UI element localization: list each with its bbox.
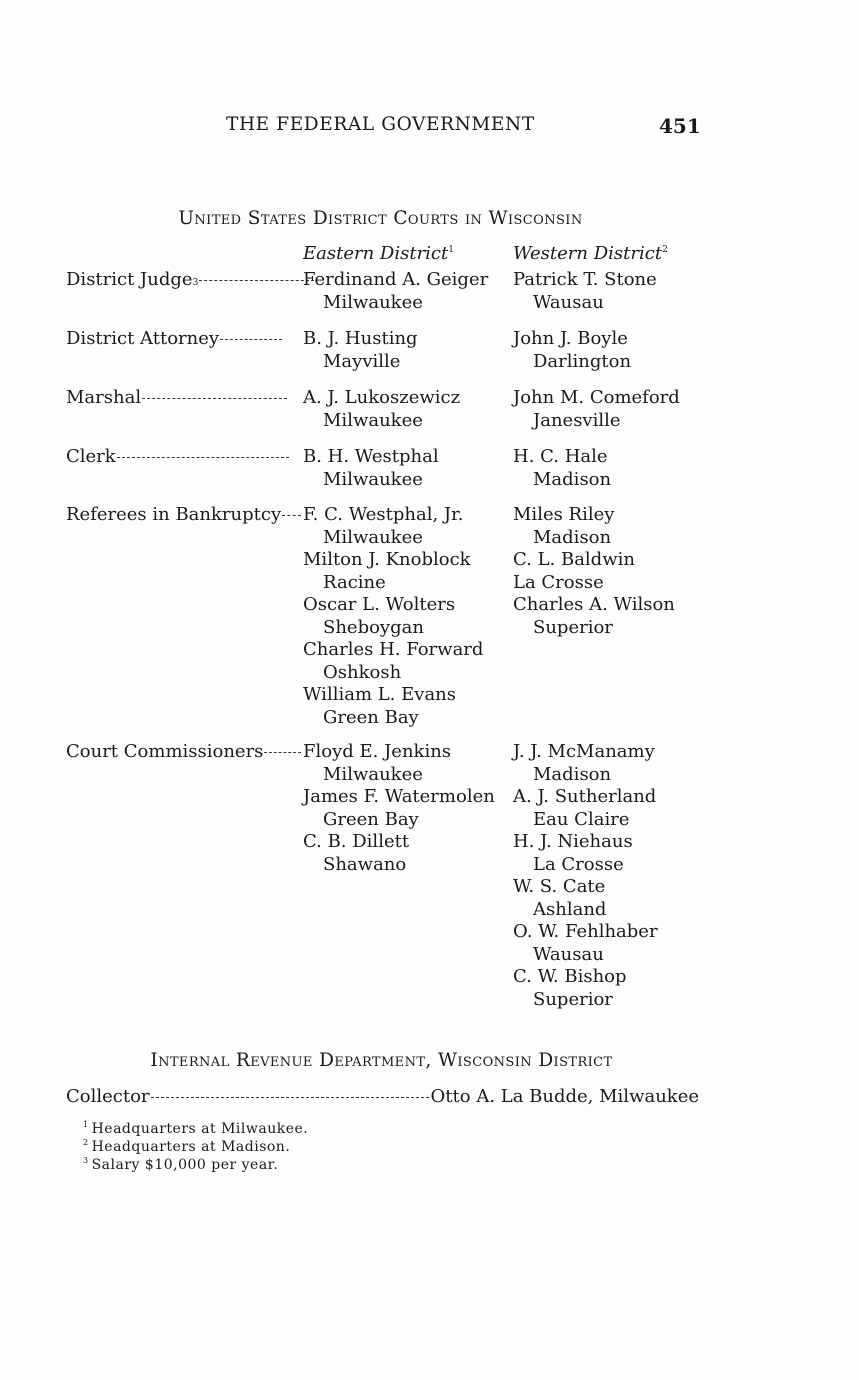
footnote [83,1154,308,1172]
dot-leader [151,1097,429,1098]
official-name: W. S. Cate [513,876,606,897]
office-footnote-mark: 3 [192,278,199,288]
official-name: A. J. Lukoszewicz [303,387,461,408]
office-label: Marshal [66,387,142,408]
footnote [83,1136,308,1154]
official-city: Sheboygan [323,616,424,638]
official-name: Charles H. Forward [303,639,484,660]
official-city: Darlington [533,350,632,372]
official-city: Milwaukee [323,763,423,785]
western-heading-text: Western District [513,243,663,264]
running-head: THE FEDERAL GOVERNMENT [226,114,535,135]
official-name: J. J. McManamy [513,741,655,762]
eastern-officials [303,387,460,432]
official-entry [513,446,611,491]
official-name: Charles A. Wilson [513,594,675,615]
page-number: 451 [659,114,701,138]
official-entry [513,966,658,1011]
footnote-mark: 2 [83,1138,89,1148]
official-city: Mayville [323,350,401,372]
official-name: John M. Comeford [513,387,680,408]
official-name: B. H. Westphal [303,446,439,467]
official-name: H. J. Niehaus [513,831,633,852]
official-name: Milton J. Knoblock [303,549,471,570]
official-city: La Crosse [533,853,624,875]
official-city: Milwaukee [323,409,423,431]
dot-leader [199,280,314,281]
official-entry [513,328,631,373]
office-label-line [66,504,302,528]
official-entry [303,741,495,786]
official-name: John J. Boyle [513,328,628,349]
official-city: Superior [533,616,613,638]
official-entry [513,786,658,831]
official-city: Milwaukee [323,526,423,548]
official-city: Wausau [533,291,604,313]
official-entry [513,921,658,966]
official-entry [513,594,675,639]
official-entry [303,594,483,639]
internal-revenue-title: Internal Revenue Department, Wisconsin District [150,1050,613,1071]
eastern-heading-text: Eastern District [303,243,449,264]
official-city: Shawano [323,853,407,875]
official-entry [513,549,675,594]
official-entry [303,639,483,684]
official-name: O. W. Fehlhaber [513,921,658,942]
eastern-officials [303,269,488,314]
eastern-footnote-mark: 1 [448,245,454,255]
collector-line [66,1086,699,1107]
western-officials [513,504,675,639]
dot-leader [282,515,301,516]
official-name: C. W. Bishop [513,966,627,987]
official-city: Wausau [533,943,604,965]
eastern-district-heading [303,243,454,264]
footnote-text: Salary $10,000 per year. [91,1156,279,1173]
official-entry [303,831,495,876]
office-label-line [66,446,290,470]
footnote-mark: 1 [83,1120,89,1129]
official-entry [513,831,658,876]
eastern-officials [303,741,495,876]
official-name: Floyd E. Jenkins [303,741,452,762]
eastern-officials [303,446,439,491]
western-district-heading [513,243,668,264]
official-city: Ashland [533,898,607,920]
collector-value: Otto A. La Budde, Milwaukee [430,1086,700,1107]
official-entry [303,446,439,491]
dot-leader [264,752,301,753]
official-city: Madison [533,468,612,490]
official-city: Eau Claire [533,808,630,830]
official-city: Janesville [533,409,621,431]
official-name: Patrick T. Stone [513,269,657,290]
page-header [0,114,859,140]
official-entry [303,549,483,594]
collector-label: Collector [66,1086,150,1107]
official-name: Oscar L. Wolters [303,594,456,615]
eastern-officials [303,328,418,373]
footnote-text: Headquarters at Madison. [91,1138,291,1155]
official-city: Milwaukee [323,291,423,313]
official-entry [513,269,657,314]
western-footnote-mark: 2 [662,245,668,255]
official-name: Miles Riley [513,504,615,525]
western-officials [513,269,657,314]
western-officials [513,328,631,373]
official-city: Oshkosh [323,661,402,683]
official-name: F. C. Westphal, Jr. [303,504,464,525]
official-name: James F. Watermolen [303,786,495,807]
office-label-line [66,741,302,765]
official-name: B. J. Husting [303,328,418,349]
official-city: Green Bay [323,808,419,830]
office-label: Referees in Bankruptcy [66,504,282,525]
office-label: District Attorney [66,328,220,349]
district-courts-title: United States District Courts in Wisconsin [178,208,583,229]
office-label-line [66,387,288,411]
official-city: Green Bay [323,706,419,728]
western-officials [513,387,680,432]
dot-leader [117,457,289,458]
footnote [83,1118,308,1136]
official-city: Superior [533,988,613,1010]
official-name: C. L. Baldwin [513,549,635,570]
official-entry [513,387,680,432]
official-entry [303,387,460,432]
office-label: District Judge [66,269,193,290]
official-entry [513,876,658,921]
official-entry [303,328,418,373]
official-name: Ferdinand A. Geiger [303,269,489,290]
official-entry [513,504,675,549]
official-city: Racine [323,571,386,593]
official-city: Milwaukee [323,468,423,490]
official-entry [303,786,495,831]
official-entry [513,741,658,786]
office-label: Court Commissioners [66,741,264,762]
official-entry [303,684,483,729]
official-name: A. J. Sutherland [513,786,657,807]
official-entry [303,504,483,549]
footnotes [83,1118,308,1172]
office-label-line [66,269,315,293]
eastern-officials [303,504,483,729]
official-entry [303,269,488,314]
office-label-line [66,328,283,352]
western-officials [513,446,611,491]
western-officials [513,741,658,1011]
dot-leader [220,339,282,340]
dot-leader [142,398,287,399]
official-name: C. B. Dillett [303,831,410,852]
office-label: Clerk [66,446,116,467]
official-name: William L. Evans [303,684,456,705]
footnote-mark: 3 [83,1156,89,1166]
official-city: Madison [533,763,612,785]
footnote-text: Headquarters at Milwaukee. [91,1120,309,1137]
official-city: La Crosse [513,571,604,593]
official-city: Madison [533,526,612,548]
official-name: H. C. Hale [513,446,608,467]
